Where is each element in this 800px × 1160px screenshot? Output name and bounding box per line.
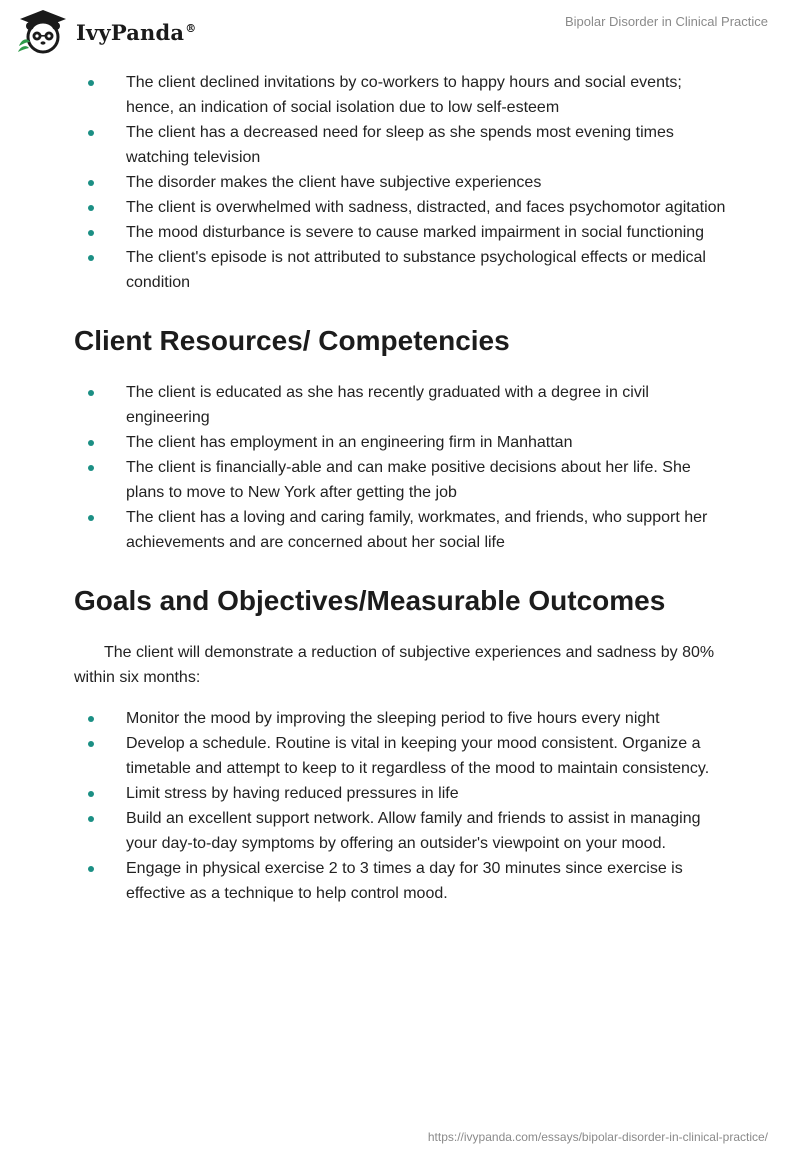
list-item [74, 856, 730, 906]
list-item-text: The disorder makes the client have subjective experiences [126, 174, 542, 191]
list-item-text: The client is educated as she has recently graduated with a degree in civil engineering [126, 384, 649, 426]
bullet-icon [88, 230, 94, 236]
bullet-icon [88, 390, 94, 396]
list-item [74, 195, 730, 220]
list-item-text: Build an excellent support network. Allow family and friends to assist in managing your day-to-day symptoms by offering an outsider's viewpoint on your mood. [126, 810, 701, 852]
list-item-text: The client has a decreased need for sleep as she spends most evening times watching television [126, 124, 674, 166]
bullet-icon [88, 205, 94, 211]
bullet-icon [88, 515, 94, 521]
bullet-icon [88, 255, 94, 261]
list-item-text: Develop a schedule. Routine is vital in keeping your mood consistent. Organize a timetable and attempt to keep to it regardless of the mood to maintain consistency. [126, 735, 710, 777]
list-item-text: The client is overwhelmed with sadness, distracted, and faces psychomotor agitation [126, 199, 726, 216]
page-header [0, 0, 800, 64]
list-item-text: Engage in physical exercise 2 to 3 times a day for 30 minutes since exercise is effective as a technique to help control mood. [126, 860, 683, 902]
brand-name [76, 20, 196, 45]
list-item-text: Monitor the mood by improving the sleeping period to five hours every night [126, 710, 660, 727]
list-item-text: The client has a loving and caring family, workmates, and friends, who support her achievements and are concerned about her social life [126, 509, 708, 551]
list-item [74, 245, 730, 295]
list-item [74, 70, 730, 120]
resources-heading: Client Resources/ Competencies [74, 325, 510, 356]
bullet-icon [88, 465, 94, 471]
document-body [74, 70, 730, 906]
bullet-icon [88, 180, 94, 186]
bullet-icon [88, 816, 94, 822]
bullet-icon [88, 440, 94, 446]
list-item [74, 706, 730, 731]
source-url-link[interactable]: https://ivypanda.com/essays/bipolar-disorder-in-clinical-practice/ [427, 1130, 768, 1144]
bullet-icon [88, 80, 94, 86]
list-item [74, 120, 730, 170]
list-item-text: The client declined invitations by co-workers to happy hours and social events; hence, an indication of social isolation due to low self-esteem [126, 74, 682, 116]
bullet-icon [88, 716, 94, 722]
list-item [74, 455, 730, 505]
symptoms-list [74, 70, 730, 295]
resources-list [74, 380, 730, 555]
document-title: Bipolar Disorder in Clinical Practice [564, 14, 768, 29]
list-item [74, 170, 730, 195]
registered-mark: ® [185, 21, 197, 35]
bullet-icon [88, 130, 94, 136]
list-item-text: Limit stress by having reduced pressures in life [126, 785, 459, 802]
bullet-icon [88, 866, 94, 872]
list-item [74, 430, 730, 455]
list-item-text: The client is financially-able and can make positive decisions about her life. She plans to move to New York after getting the job [126, 459, 691, 501]
list-item-text: The mood disturbance is severe to cause marked impairment in social functioning [126, 224, 705, 241]
list-item-text: The client's episode is not attributed to substance psychological effects or medical condition [126, 249, 706, 291]
panda-logo-icon [16, 8, 70, 56]
list-item [74, 380, 730, 430]
brand-logo[interactable] [16, 8, 196, 56]
brand-name-text: IvyPanda [76, 19, 185, 45]
list-item [74, 806, 730, 856]
goals-paragraph: The client will demonstrate a reduction of subjective experiences and sadness by 80% within six months: [74, 644, 715, 686]
goals-list [74, 706, 730, 906]
list-item-text: The client has employment in an engineering firm in Manhattan [126, 434, 573, 451]
list-item [74, 781, 730, 806]
bullet-icon [88, 741, 94, 747]
bullet-icon [88, 791, 94, 797]
list-item [74, 505, 730, 555]
list-item [74, 220, 730, 245]
goals-heading: Goals and Objectives/Measurable Outcomes [74, 585, 666, 616]
list-item [74, 731, 730, 781]
